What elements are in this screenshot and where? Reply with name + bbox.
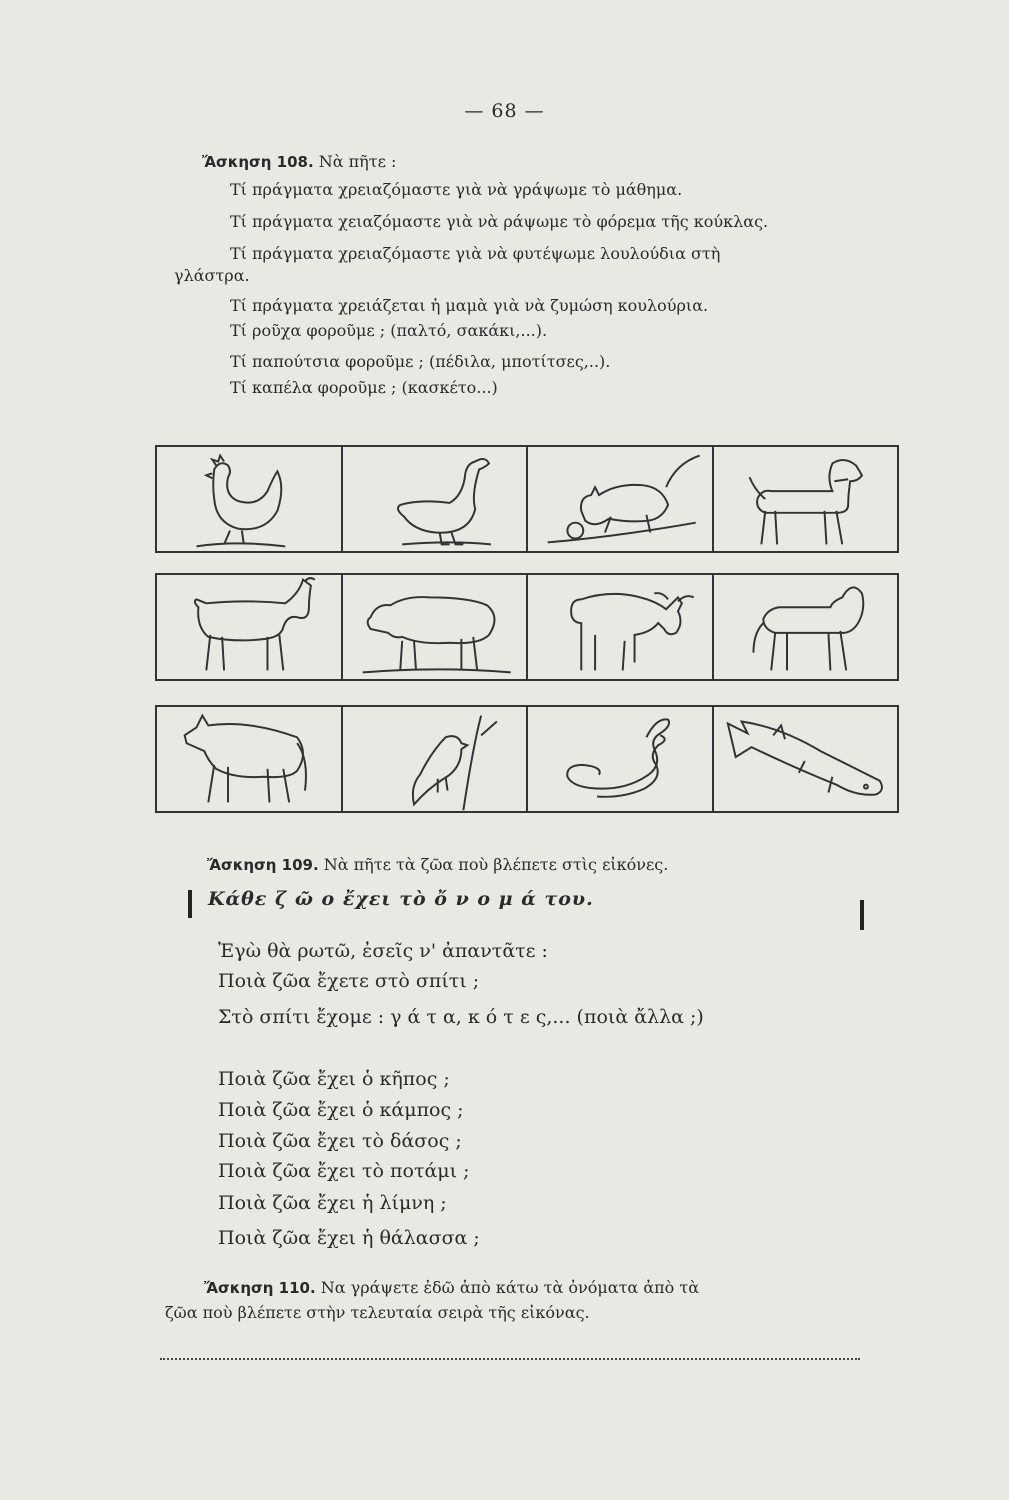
hen-icon [157,447,343,551]
question-line: Ποιὰ ζῶα ἔχει ὁ κάμπος ; [218,1099,464,1121]
exercise-110-text: Να γράψετε ἐδῶ ἀπὸ κάτω τὰ ὀνόματα ἀπὸ τὰ [320,1278,700,1297]
exercise-108-line: Τί καπέλα φοροῦμε ; (κασκέτο...) [230,378,498,397]
exercise-108-line: γλάστρα. [174,266,250,285]
animal-picture-row-1 [155,445,899,553]
cat-icon [528,447,714,551]
exercise-108-line: Τί παπούτσια φοροῦμε ; (πέδιλα, μποτίτσες,..). [230,352,611,371]
margin-bar-right [860,900,864,930]
exercise-109-text: Νὰ πῆτε τὰ ζῶα ποὺ βλέπετε στὶς εἰκόνες. [323,855,669,874]
question-line: Ποιὰ ζῶα ἔχετε στὸ σπίτι ; [218,970,480,992]
sheep-icon [343,575,529,679]
dog-icon [714,447,898,551]
question-line: Στὸ σπίτι ἔχομε : γ ά τ α, κ ό τ ε ς,... (ποιὰ ἄλλα ;) [218,1006,704,1028]
horse-icon [714,575,898,679]
cow-icon [528,575,714,679]
answer-dotted-line[interactable] [160,1358,860,1360]
exercise-110-text-cont: ζῶα ποὺ βλέπετε στὴν τελευταία σειρὰ τῆς εἰκόνας. [165,1303,590,1322]
question-line: Ἐγὼ θὰ ρωτῶ, ἐσεῖς ν' ἀπαντᾶτε : [218,940,548,962]
question-line: Ποιὰ ζῶα ἔχει ἡ λίμνη ; [218,1192,447,1214]
animal-picture-row-3 [155,705,899,813]
goose-icon [343,447,529,551]
fish-icon [714,707,898,811]
exercise-110-title: Ἄσκηση 110. [204,1279,316,1297]
bird-icon [343,707,529,811]
question-line: Ποιὰ ζῶα ἔχει τὸ ποτάμι ; [218,1160,470,1182]
exercise-108-line: Τί ροῦχα φοροῦμε ; (παλτό, σακάκι,...). [230,321,548,340]
exercise-108-line: Τί πράγματα χρειάζεται ἡ μαμὰ γιὰ νὰ ζυμώση κουλούρια. [230,296,709,315]
exercise-110-heading [204,1278,699,1297]
exercise-108-line: Τί πράγματα χρειαζόμαστε γιὰ νὰ γράψωμε τὸ μάθημα. [230,180,683,199]
goat-icon [157,575,343,679]
page-number: — 68 — [464,100,545,122]
wolf-icon [157,707,343,811]
question-line: Ποιὰ ζῶα ἔχει τὸ δάσος ; [218,1130,462,1152]
exercise-108-intro: Νὰ πῆτε : [318,152,397,171]
exercise-108-line: Τί πράγματα χειαζόμαστε γιὰ νὰ ράψωμε τὸ φόρεμα τῆς κούκλας. [230,212,769,231]
exercise-109-heading [207,855,668,874]
snake-icon [528,707,714,811]
motto: Κάθε ζ ῶ ο ἔχει τὸ ὄ ν ο μ ά του. [208,888,594,910]
exercise-108-title: Ἄσκηση 108. [202,153,314,171]
exercise-108-heading [202,152,396,171]
margin-bar-left [188,890,192,918]
exercise-109-title: Ἄσκηση 109. [207,856,319,874]
question-line: Ποιὰ ζῶα ἔχει ὁ κῆπος ; [218,1068,450,1090]
exercise-108-line: Τί πράγματα χρειαζόμαστε γιὰ νὰ φυτέψωμε λουλούδια στὴ [230,244,721,263]
question-line: Ποιὰ ζῶα ἔχει ἡ θάλασσα ; [218,1227,480,1249]
animal-picture-row-2 [155,573,899,681]
